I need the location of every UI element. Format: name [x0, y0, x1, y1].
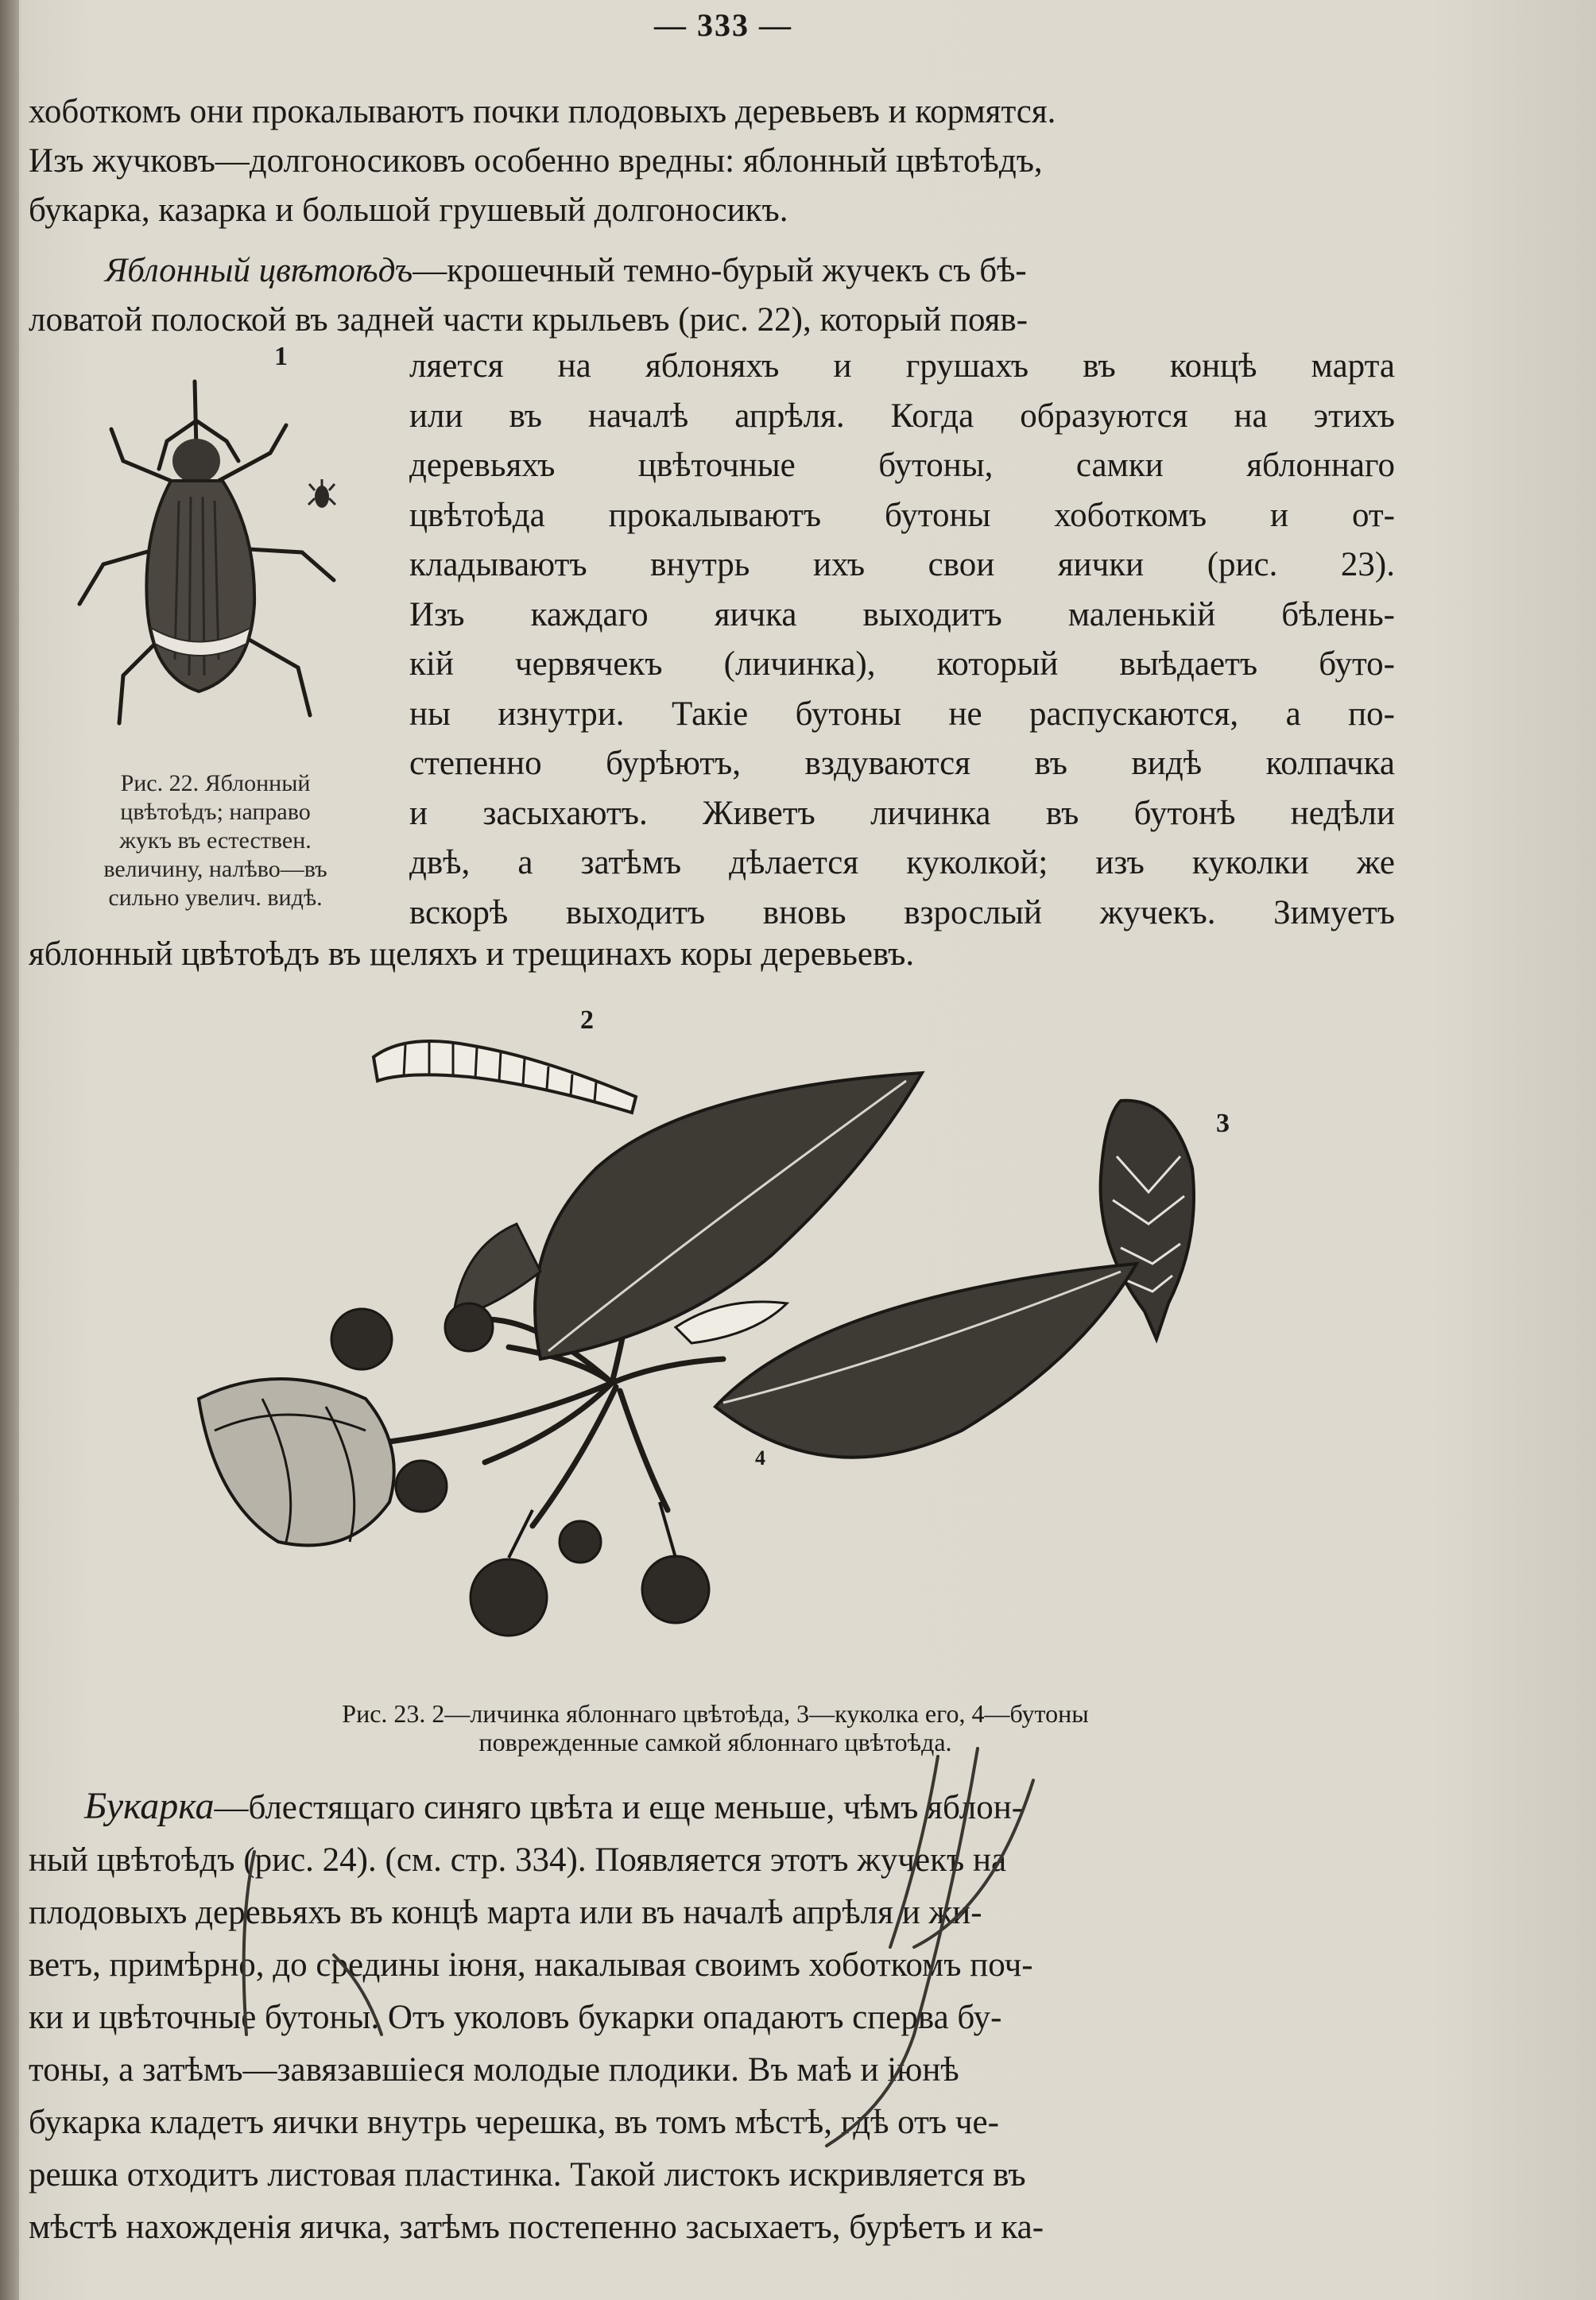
apple-section-last-line [29, 930, 1412, 979]
text-line: степенно бурѣютъ, вздуваются въ видѣ колпачка [409, 745, 1395, 782]
page-number: — 333 — [654, 7, 792, 43]
text-line: и засыхаютъ. Живетъ личинка въ бутонѣ недѣли [409, 794, 1395, 832]
figure-23-illustration [167, 985, 1407, 1701]
text-line: двѣ, а затѣмъ дѣлается куколкой; изъ куколки же [409, 844, 1395, 881]
figure-22-number: 1 [274, 342, 288, 371]
text-line: Изъ жучковъ—долгоносиковъ особенно вредны: яблонный цвѣтоѣдъ, [29, 142, 1043, 180]
figure-23-label-larva: 2 [580, 1005, 594, 1035]
figure-23-label-pupa: 3 [1216, 1109, 1230, 1138]
bukarka-section [29, 1780, 1412, 2254]
text-line: цвѣтоѣда прокалываютъ бутоны хоботкомъ и от- [409, 496, 1395, 534]
text-line [29, 1780, 1412, 1834]
text-line: ляется на яблоняхъ и грушахъ въ концѣ марта [409, 347, 1395, 385]
text-line: ки и цвѣточные бутоны. Отъ уколовъ букарки опадаютъ сперва бу- [29, 1999, 1002, 2036]
text-line: Изъ каждаго яичка выходитъ маленькій бѣлень- [409, 595, 1395, 633]
text-line: яблонный цвѣтоѣдъ въ щеляхъ и трещинахъ коры деревьевъ. [29, 935, 915, 973]
text-line: ный цвѣтоѣдъ (рис. 24). (см. стр. 334). Появляется этотъ жучекъ на [29, 1841, 1007, 1879]
pupa-drawing [1101, 1101, 1194, 1339]
apple-section-title: Яблонный цвѣтоѣдъ [105, 252, 413, 289]
text-line: решка отходитъ листовая пластинка. Такой листокъ искривляется въ [29, 2156, 1026, 2194]
text-line: деревьяхъ цвѣточные бутоны, самки яблоннаго [409, 447, 1395, 484]
flower-drawing [199, 1379, 394, 1545]
figure-23-caption [79, 1699, 1351, 1756]
beetle-illustration [48, 342, 366, 787]
text-line: кладываютъ внутрь ихъ свои яички (рис. 23). [409, 546, 1395, 583]
text-line: тоны, а затѣмъ—завязавшіеся молодые плодики. Въ маѣ и іюнѣ [29, 2051, 959, 2089]
text-line: ветъ, примѣрно, до средины іюня, накалывая своимъ хоботкомъ поч- [29, 1946, 1033, 1984]
apple-section-head [29, 246, 1412, 345]
text-line: ны изнутри. Такіе бутоны не распускаются, а по- [409, 695, 1395, 733]
text-line: вскорѣ выходитъ вновь взрослый жучекъ. Зимуетъ [409, 893, 1395, 931]
caption-line: цвѣтоѣдъ; направо [120, 799, 311, 825]
text-span: —блестящаго синяго цвѣта и еще меньше, чѣмъ яблон- [214, 1789, 1024, 1826]
figure-22-caption [29, 769, 402, 912]
caption-line: жукъ въ естествен. [119, 827, 312, 854]
caption-line: Рис. 22. Яблонный [120, 770, 311, 796]
caption-line: величину, налѣво—въ [103, 856, 327, 882]
text-line: кій червячекъ (личинка), который выѣдаетъ буто- [409, 645, 1395, 683]
intro-paragraph [29, 87, 1412, 235]
figure-22-beetle [48, 342, 366, 787]
caption-line: Рис. 23. 2—личинка яблоннаго цвѣтоѣда, 3—куколка его, 4—бутоны [342, 1699, 1089, 1728]
text-line: или въ началѣ апрѣля. Когда образуются на этихъ [409, 397, 1395, 435]
apple-section-side-text [409, 342, 1395, 938]
text-line: хоботкомъ они прокалываютъ почки плодовыхъ деревьевъ и кормятся. [29, 93, 1056, 130]
text-line: букарка кладетъ яички внутрь черешка, въ томъ мѣстѣ, гдѣ отъ че- [29, 2104, 999, 2141]
text-line: мѣстѣ нахожденія яичка, затѣмъ постепенно засыхаетъ, бурѣетъ и ка- [29, 2209, 1044, 2246]
small-beetle-icon [308, 479, 335, 508]
larva-drawing [374, 1041, 636, 1113]
figure-23-label-buds: 4 [755, 1446, 765, 1469]
text-line: букарка, казарка и большой грушевый долгоносикъ. [29, 192, 788, 229]
caption-line: сильно увелич. видѣ. [108, 885, 323, 911]
branch-drawing [167, 985, 1407, 1701]
text-line: плодовыхъ деревьяхъ въ концѣ марта или въ началѣ апрѣля и жи- [29, 1894, 982, 1931]
text-span: —крошечный темно-бурый жучекъ съ бѣ- [413, 252, 1027, 289]
caption-line: поврежденные самкой яблоннаго цвѣтоѣда. [478, 1728, 952, 1756]
text-line: ловатой полоской въ задней части крыльевъ (рис. 22), который появ- [29, 301, 1028, 339]
book-binding [0, 0, 19, 2300]
bukarka-section-title: Букарка [84, 1785, 215, 1827]
text-line [29, 246, 1412, 296]
